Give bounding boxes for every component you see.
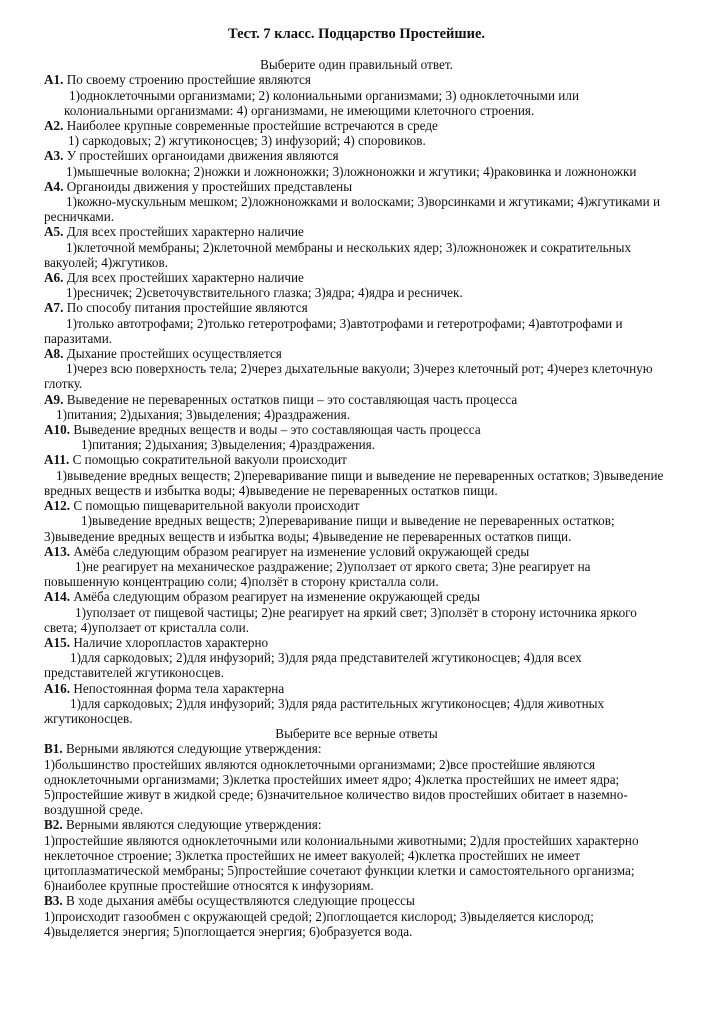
question-text: Непостоянная форма тела характерна	[73, 680, 285, 696]
question-a10	[44, 422, 669, 452]
question-a4	[44, 179, 669, 225]
answer-options: 1)выведение вредных веществ; 2)переваривание пищи и выведение не переваренных остатков; 3)выведение вредных веществ и избытка воды; 4)выведение не переваренных остатков пищи.	[44, 513, 615, 544]
question-text: Выведение не переваренных остатков пищи – это составляющая часть процесса	[66, 391, 518, 407]
answer-options: 1)происходит газообмен с окружающей средой; 2)поглощается кислород; 3)выделяется кислород; 4)выделяется энергия; 5)поглощается энергия; 6)образуется вода.	[44, 908, 594, 939]
answer-options: 1)для саркодовых; 2)для инфузорий; 3)для ряда представителей жгутиконосцев; 4)для всех представителей жгутиконосцев.	[44, 650, 582, 681]
question-number: А11.	[44, 452, 70, 468]
answer-options: 1)питания; 2)дыхания; 3)выделения; 4)раздражения.	[81, 437, 376, 453]
question-text: Для всех простейших характерно наличие	[66, 270, 304, 286]
answer-options: 1)кожно-мускульным мешком; 2)ложноножками и волосками; 3)ворсинками и жгутиками; 4)жгутиками и ресничками.	[44, 194, 661, 225]
question-a9	[44, 392, 669, 422]
question-b1	[44, 741, 669, 817]
answer-options: 1)уползает от пищевой частицы; 2)не реагирует на яркий свет; 3)ползёт в сторону источника яркого света; 4)уползает от кристалла соли.	[44, 604, 637, 635]
question-text: Дыхание простейших осуществляется	[66, 346, 282, 362]
question-a7	[44, 300, 669, 346]
question-a13	[44, 544, 669, 590]
answer-options: 1)через всю поверхность тела; 2)через дыхательные вакуоли; 3)через клеточный рот; 4)через клеточную глотку.	[44, 361, 653, 392]
question-a6	[44, 270, 669, 300]
question-number: А8.	[44, 346, 64, 362]
question-number: А16.	[44, 680, 71, 696]
question-b3	[44, 893, 669, 939]
question-number: А1.	[44, 72, 64, 88]
question-text: По своему строению простейшие являются	[66, 72, 311, 88]
answer-options: 1)ресничек; 2)светочувствительного глазка; 3)ядра; 4)ядра и ресничек.	[66, 285, 463, 301]
question-number: А12.	[44, 498, 71, 514]
answer-options: 1)питания; 2)дыхания; 3)выделения; 4)раздражения.	[56, 406, 351, 422]
part-a-instruction: Выберите один правильный ответ.	[260, 57, 453, 73]
question-a1	[44, 72, 669, 118]
question-text: Органоиды движения у простейших представлены	[66, 178, 353, 194]
question-text: Наиболее крупные современные простейшие встречаются в среде	[66, 118, 438, 134]
question-number: В3.	[44, 893, 63, 909]
question-text: По способу питания простейшие являются	[66, 300, 308, 316]
question-a16	[44, 681, 669, 727]
answer-options: 1)простейшие являются одноклеточными или колониальными животными; 2)для простейших характерно неклеточное строение; 3)клетка простейших не имеет вакуолей; 4)клетка простейших не имеет цитоплазматической мембраны; 5)простейшие сочетают функции клетки и самостоятельного организма; 6)наиболее крупные простейшие относятся к инфузориям.	[44, 832, 639, 894]
question-text: С помощью пищеварительной вакуоли происходит	[73, 498, 360, 514]
question-text: У простейших органоидами движения являются	[66, 148, 339, 164]
question-number: А3.	[44, 148, 64, 164]
question-number: А4.	[44, 178, 64, 194]
answer-options: 1)только автотрофами; 2)только гетеротрофами; 3)автотрофами и гетеротрофами; 4)автотрофами и паразитами.	[44, 315, 623, 346]
question-a12	[44, 498, 669, 544]
answer-options: 1)большинство простейших являются одноклеточными организмами; 2)все простейшие являются одноклеточными организмами; 3)клетка простейших имеет ядро; 4)клетка простейших не имеет ядра; 5)простейшие живут в жидкой среде; 6)значительное количество видов простейших обитает в наземно-воздушной среде.	[44, 756, 628, 818]
page-title: Тест. 7 класс. Подцарство Простейшие.	[227, 26, 486, 42]
question-text: Выведение вредных веществ и воды – это составляющая часть процесса	[73, 422, 481, 438]
answer-options: 1)не реагирует на механическое раздражение; 2)уползает от яркого света; 3)не реагирует на повышенную концентрацию соли; 4)ползёт в сторону кристалла соли.	[44, 558, 591, 590]
question-number: А10.	[44, 422, 71, 438]
question-number: А6.	[44, 270, 64, 286]
question-number: А14.	[44, 589, 71, 605]
question-text: Для всех простейших характерно наличие	[66, 224, 304, 240]
answer-options: 1)одноклеточными организмами; 2) колониальными организмами; 3) одноклеточными или колониальными организмами: 4) организмами, не имеющими клеточного строения.	[64, 87, 580, 118]
question-a5	[44, 224, 669, 270]
question-text: С помощью сократительной вакуоли происходит	[72, 452, 347, 468]
question-text: Верными являются следующие утверждения:	[65, 817, 322, 833]
question-number: А13.	[44, 543, 71, 559]
answer-options: 1)клеточной мембраны; 2)клеточной мембраны и нескольких ядер; 3)ложноножек и сократительных вакуолей; 4)жгутиков.	[44, 239, 632, 270]
answer-options: 1)для саркодовых; 2)для инфузорий; 3)для ряда растительных жгутиконосцев; 4)для животных жгутиконосцев.	[44, 695, 605, 726]
question-text: Верными являются следующие утверждения:	[65, 741, 322, 757]
question-a15	[44, 635, 669, 681]
answer-options: 1)выведение вредных веществ; 2)переваривание пищи и выведение не переваренных остатков; 3)выведение вредных веществ и избытка воды; 4)выведение не переваренных остатков пищи.	[44, 467, 664, 498]
question-text: Наличие хлоропластов характерно	[73, 634, 269, 650]
question-number: А9.	[44, 391, 64, 407]
question-a8	[44, 346, 669, 392]
question-text: Амёба следующим образом реагирует на изменение окружающей среды	[73, 589, 480, 605]
question-a3	[44, 148, 669, 178]
question-number: В2.	[44, 817, 63, 833]
question-text: Амёба следующим образом реагирует на изменение условий окружающей среды	[73, 543, 530, 559]
question-a14	[44, 589, 669, 635]
question-text: В ходе дыхания амёбы осуществляются следующие процессы	[65, 893, 415, 909]
question-number: А7.	[44, 300, 64, 316]
question-a11	[44, 452, 669, 498]
question-number: А15.	[44, 634, 71, 650]
answer-options: 1)мышечные волокна; 2)ножки и ложноножки; 3)ложноножки и жгутики; 4)раковинка и ложноножки	[66, 163, 637, 179]
question-number: А5.	[44, 224, 64, 240]
part-b-instruction: Выберите все верные ответы	[275, 726, 438, 742]
question-number: В1.	[44, 741, 63, 757]
question-number: А2.	[44, 118, 64, 134]
question-b2	[44, 817, 669, 893]
answer-options: 1) саркодовых; 2) жгутиконосцев; 3) инфузорий; 4) споровиков.	[68, 133, 426, 149]
question-a2	[44, 118, 669, 148]
